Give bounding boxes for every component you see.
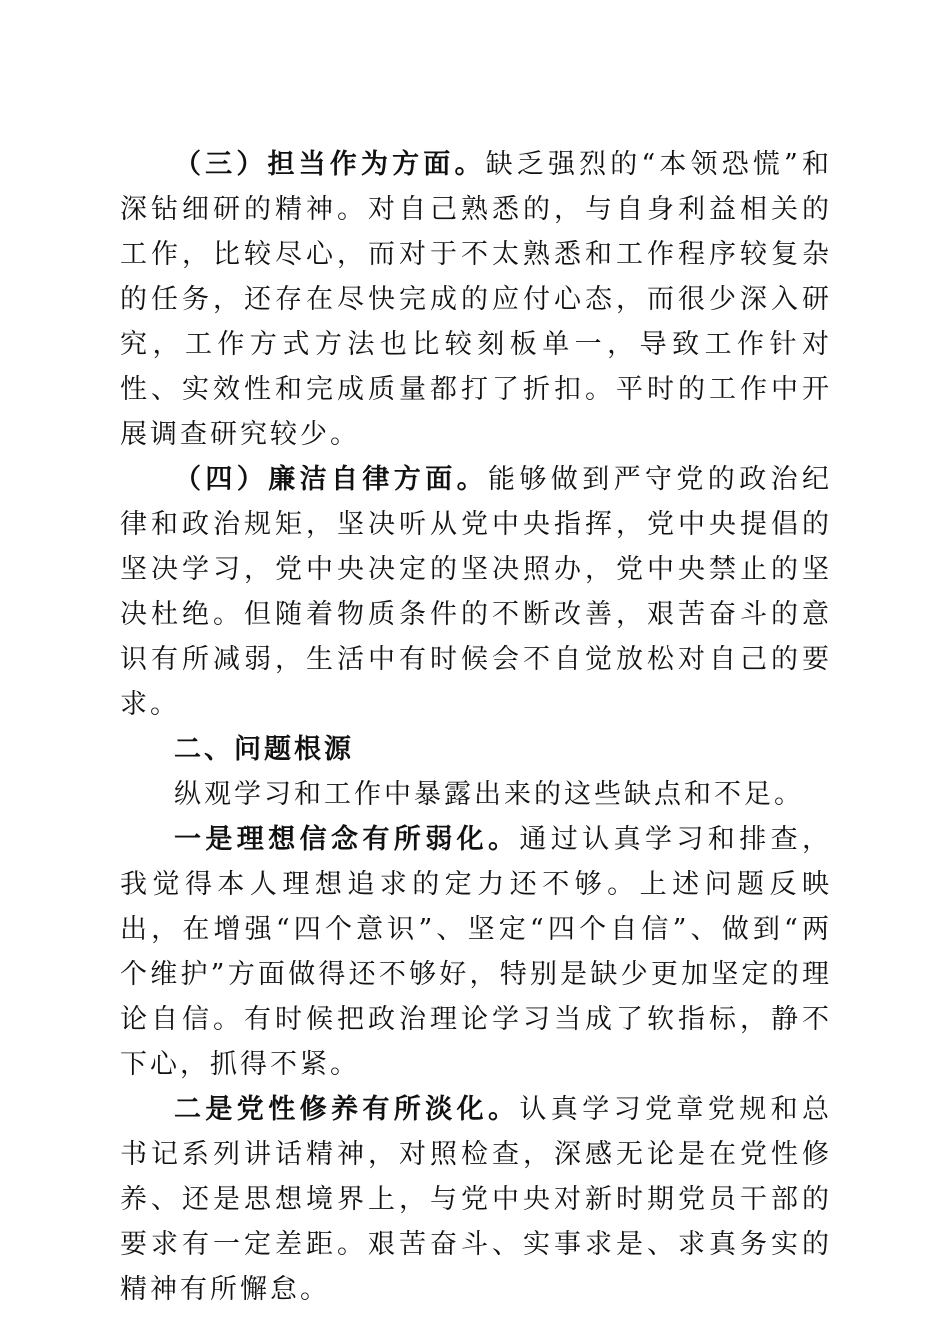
- section-three-lead: （三）担当作为方面。: [174, 149, 486, 180]
- cause-one-lead: 一是理想信念有所弱化。: [174, 824, 520, 855]
- cause-one-paragraph: [120, 817, 832, 1087]
- section-three-paragraph: [120, 142, 832, 457]
- cause-two-lead: 二是党性修养有所淡化。: [174, 1094, 520, 1125]
- intro-paragraph: 纵观学习和工作中暴露出来的这些缺点和不足。: [174, 779, 804, 810]
- section-four-text: 能够做到严守党的政治纪律和政治规矩，坚决听从党中央指挥，党中央提倡的坚决学习，党中央决定的坚决照办，党中央禁止的坚决杜绝。但随着物质条件的不断改善，艰苦奋斗的意识有所减弱，生活中有时候会不自觉放松对自己的要求。: [120, 464, 832, 720]
- problem-roots-heading: 二、问题根源: [174, 734, 354, 765]
- cause-two-paragraph: [120, 1087, 832, 1312]
- cause-one-text: 通过认真学习和排查，我觉得本人理想追求的定力还不够。上述问题反映出，在增强“四个意识”、坚定“四个自信”、做到“两个维护”方面做得还不够好，特别是缺少更加坚定的理论自信。有时候把政治理论学习当成了软指标，静不下心，抓得不紧。: [120, 824, 833, 1080]
- section-four-lead: （四）廉洁自律方面。: [174, 464, 488, 495]
- document-body: [120, 142, 832, 1312]
- section-three-text: 缺乏强烈的“本领恐慌”和深钻细研的精神。对自己熟悉的，与自身利益相关的工作，比较尽心，而对于不太熟悉和工作程序较复杂的任务，还存在尽快完成的应付心态，而很少深入研究，工作方式方法也比较刻板单一，导致工作针对性、实效性和完成质量都打了折扣。平时的工作中开展调查研究较少。: [120, 149, 833, 450]
- section-four-paragraph: [120, 457, 832, 727]
- cause-two-text: 认真学习党章党规和总书记系列讲话精神，对照检查，深感无论是在党性修养、还是思想境界上，与党中央对新时期党员干部的要求有一定差距。艰苦奋斗、实事求是、求真务实的精神有所懈怠。: [120, 1094, 833, 1305]
